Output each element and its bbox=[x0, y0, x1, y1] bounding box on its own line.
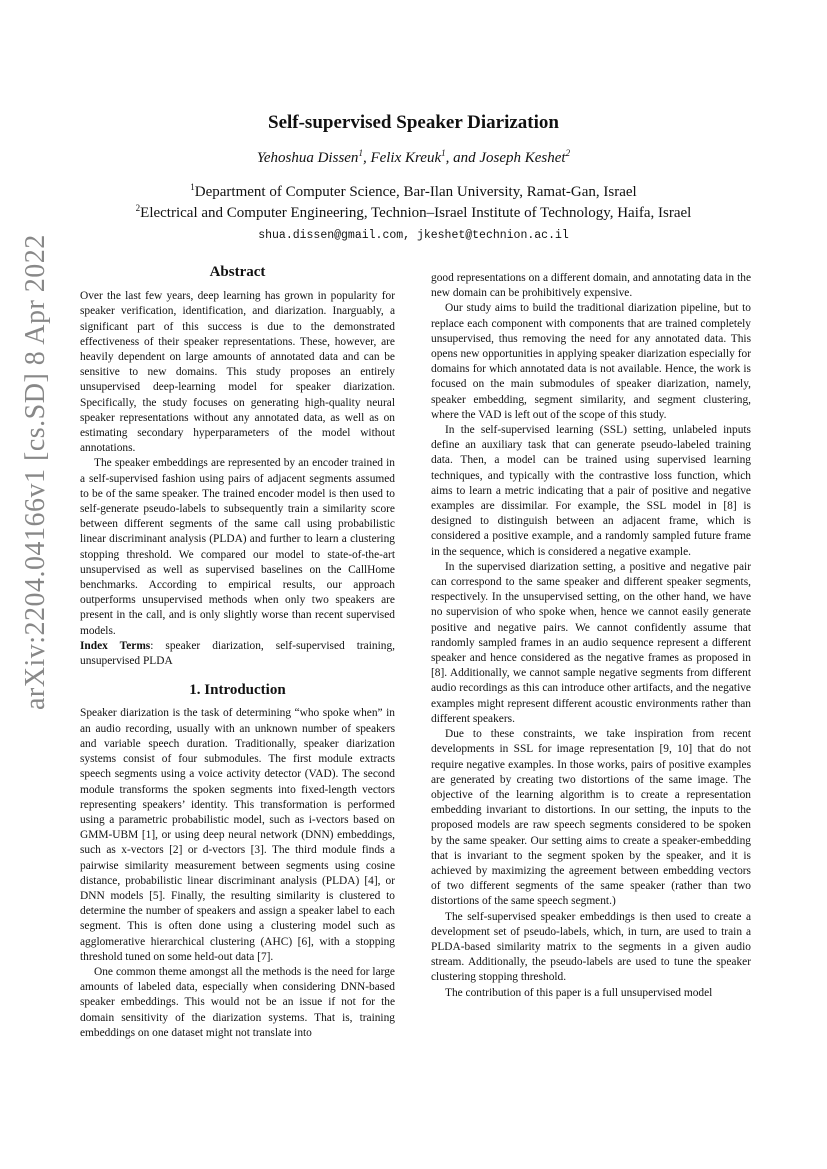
author-affil-mark: 1 bbox=[358, 148, 363, 158]
affiliation-2 bbox=[0, 205, 827, 222]
intro-paragraph: One common theme amongst all the methods is the need for large amounts of labeled data, especially when considering DNN-based speaker embeddings. This would not be an issue if not for the domain sensitivity of the diarization systems. That is, training embeddings on one dataset might not translate into bbox=[80, 965, 395, 1039]
arxiv-stamp: arXiv:2204.04166v1 [cs.SD] 8 Apr 2022 bbox=[20, 234, 51, 710]
author-name: Yehoshua Dissen bbox=[256, 150, 359, 166]
body-paragraph: Our study aims to build the traditional diarization pipeline, but to replace each component with components that are trained completely unsupervised, thus removing the need for any annotated data. This opens new opportunities in applying speaker diarization especially for domains for which annotated data is not available. Hence, the work is focused on the main submodules of speaker diarization, namely, speaker embedding, segment similarity, and segment clustering, where the VAD is left out of the scope of this study. bbox=[431, 302, 751, 421]
affiliation-text: Electrical and Computer Engineering, Technion–Israel Institute of Technology, Haifa, Israel bbox=[140, 205, 692, 221]
index-terms bbox=[80, 639, 395, 669]
abstract-heading: Abstract bbox=[209, 264, 266, 280]
abstract-paragraph: Over the last few years, deep learning has grown in popularity for speaker verification, identification, and diarization. Inarguably, a significant part of this success is due to the demonstrated effectiveness of their speaker representations. These, however, are heavily dependent on large amounts of annotated data and can be sensitive to new domains. This study proposes an entirely unsupervised deep-learning model for speaker diarization. Specifically, the study focuses on generating high-quality neural speaker representations without any annotated data, as well as on estimating secondary hyperparameters of the model without annotations. bbox=[80, 290, 395, 455]
author-separator: , bbox=[362, 150, 371, 166]
author-affil-mark: 1 bbox=[441, 148, 446, 158]
intro-paragraph: Speaker diarization is the task of determining “who spoke when” in an audio recording, usually with an unknown number of speakers and variable speech duration. Traditionally, speaker diarization systems consist of four submodules. The first module extracts speech segments using a voice activity detector (VAD). The second module transforms the spoken segments into fixed-length vectors representing speakers’ identity. This transformation is performed using a parametric probabilistic model, such as i-vectors based on GMM-UBM [1], or using deep neural network (DNN) embeddings, such as x-vectors [2] or d-vectors [3]. The third module finds a pairwise similarity measurement between segments using cosine distance, probabilistic linear discriminant analysis (PLDA) [4], or DNN models [5]. Finally, the resulting similarity is clustered to determine the number of speakers and assign a speaker label to each segment. This is often done using a clustering model such as agglomerative hierarchical clustering (AHC) [6], with a stopping threshold tuned on some held-out data [7]. bbox=[80, 707, 395, 963]
author-name: Felix Kreuk bbox=[370, 150, 442, 166]
author-affil-mark: 2 bbox=[565, 148, 571, 158]
body-paragraph: The contribution of this paper is a full unsupervised model bbox=[445, 986, 713, 999]
affil-mark: 1 bbox=[190, 182, 195, 192]
abstract-paragraph: The speaker embeddings are represented by an encoder trained in a self-supervised fashion using pairs of adjacent segments assumed to be of the same speaker. The trained encoder model is then used to self-generate pseudo-labels to subsequently train a similarity score between different segments of the same call using probabilistic linear discriminant analysis (PLDA) and further to learn a clustering stopping threshold. We compared our model to state-of-the-art unsupervised as well as supervised baselines on the CallHome benchmarks. According to empirical results, our approach outperforms unsupervised methods when only two speakers are present in the call, and is only slightly worse than recent supervised models. bbox=[80, 457, 395, 637]
body-paragraph: Due to these constraints, we take inspiration from recent developments in SSL for image representation [9, 10] that do not require negative examples. In those works, pairs of positive examples are generated by creating two distortions of the same image. The objective of the learning algorithm is to create a representation embedding invariant to distortions. In our setting, the inputs to the proposed models are raw speech segments considered to be spoken by the same speaker. Our setting aims to create a speaker-embedding that is invariant to the segment spoken by the speaker, and it is achieved by maximizing the agreement between embedding vectors of two different segments of the same speaker (rather than two distortions of the same speech segment.) bbox=[431, 728, 751, 908]
index-terms-label: Index Terms bbox=[80, 639, 151, 652]
body-paragraph: In the self-supervised learning (SSL) setting, unlabeled inputs define an auxiliary task that can generate pseudo-labeled training data. Then, a model can be trained using supervised learning techniques, and typically with the contrastive loss function, which aims to learn a metric indicating that a pair of positive and negative examples are dissimilar. For example, the SSL model in [8] is designed to distinguish between an adjacent frame, which is considered a positive example, and a randomly sampled future frame in the sequence, which is considered a negative example. bbox=[431, 424, 751, 558]
index-terms-text: : speaker diarization, self-supervised training, unsupervised PLDA bbox=[80, 639, 395, 668]
body-paragraph: In the supervised diarization setting, a positive and negative pair can correspond to the same speaker and different speaker segments, respectively. In the unsupervised setting, on the other hand, we have no supervision of who spoke when, hence we cannot easily generate positive and negative pairs. We cannot confidently assume that randomly sampled frames in an audio sequence represent a different speaker and hence considered as the negative frames as proposed in [8]. Additionally, we cannot sample negative segments from different audio recordings as this can introduce other artifacts, and the negative examples might represent different acoustic environments rather than different speakers. bbox=[431, 560, 751, 725]
author-emails[interactable]: shua.dissen@gmail.com, jkeshet@technion.ac.il bbox=[258, 229, 569, 242]
right-column bbox=[431, 271, 751, 1001]
body-paragraph: good representations on a different domain, and annotating data in the new domain can be prohibitively expensive. bbox=[431, 272, 751, 300]
introduction-heading: 1. Introduction bbox=[189, 682, 286, 699]
body-paragraph: The self-supervised speaker embeddings is then used to create a development set of pseudo-labels, which, in turn, are used to train a PLDA-based similarity matrix to the segments in a given audio stream. Additionally, the pseudo-labels are used to tune the speaker clustering stopping threshold. bbox=[431, 910, 751, 984]
affil-mark: 2 bbox=[135, 203, 141, 213]
affiliation-1 bbox=[0, 184, 827, 201]
left-column bbox=[80, 265, 395, 1041]
paper-title: Self-supervised Speaker Diarization bbox=[268, 112, 559, 133]
affiliation-text: Department of Computer Science, Bar-Ilan University, Ramat-Gan, Israel bbox=[194, 184, 637, 200]
author-name: Joseph Keshet bbox=[479, 150, 566, 166]
author-list bbox=[0, 150, 827, 167]
author-separator: , and bbox=[445, 150, 480, 166]
